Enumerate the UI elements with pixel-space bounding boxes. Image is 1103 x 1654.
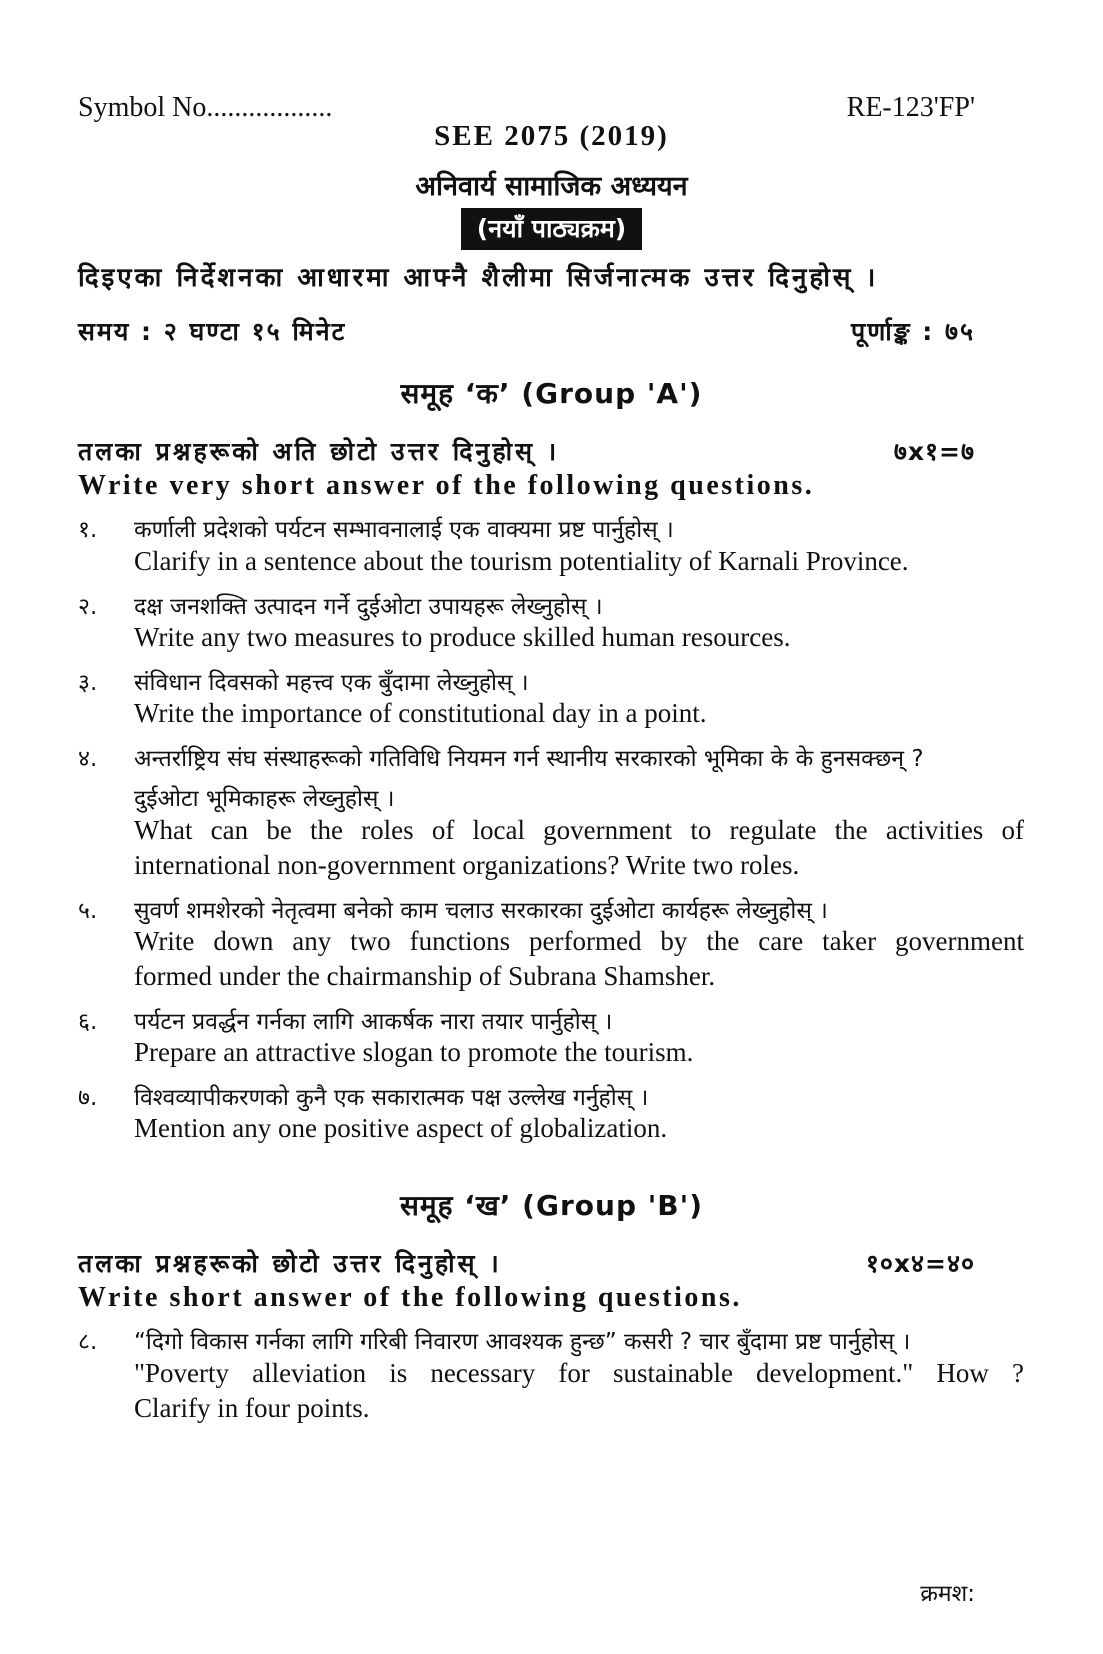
question-text-np: अन्तर्राष्ट्रिय संघ संस्थाहरूको गतिविधि नियमन गर्न स्थानीय सरकारको भूमिका के के हुनसक्छन् ? <box>134 746 924 772</box>
question-text-np: दक्ष जनशक्ति उत्पादन गर्ने दुईओटा उपायहरू लेख्नुहोस् । <box>134 594 603 620</box>
question-number: १. <box>78 517 98 543</box>
exam-title: SEE 2075 (2019) <box>434 120 669 152</box>
question-text-np: विश्वव्यापीकरणको कुनै एक सकारात्मक पक्ष उल्लेख गर्नुहोस् । <box>134 1085 649 1111</box>
question-text-en: Mention any one positive aspect of globalization. <box>134 1113 668 1143</box>
question-number: ५. <box>78 898 98 924</box>
full-marks: पूर्णाङ्क : ७५ <box>851 317 975 346</box>
question-number: ३. <box>78 670 98 696</box>
time-allowed: समय : २ घण्टा १५ मिनेट <box>78 317 347 346</box>
question-text-en: "Poverty alleviation is necessary for sustainable development." How ? <box>134 1358 1024 1388</box>
question-text-en-cont: Clarify in four points. <box>134 1393 370 1423</box>
question-text-np: “दिगो विकास गर्नका लागि गरिबी निवारण आवश्यक हुन्छ” कसरी ? चार बुँदामा प्रष्ट पार्नुहोस् । <box>134 1329 911 1355</box>
question-text-np: पर्यटन प्रवर्द्धन गर्नका लागि आकर्षक नारा तयार पार्नुहोस् । <box>134 1009 613 1035</box>
paper-code: RE-123'FP' <box>846 92 975 123</box>
subject-title: अनिवार्य सामाजिक अध्ययन <box>415 171 688 202</box>
question-text-en: Clarify in a sentence about the tourism potentiality of Karnali Province. <box>134 546 909 576</box>
question-text-en: Write the importance of constitutional day in a point. <box>134 698 707 728</box>
question-number: ८. <box>78 1329 98 1355</box>
question-number: ६. <box>78 1009 98 1035</box>
question-text-en-cont: international non-government organizations? Write two roles. <box>134 850 800 880</box>
question-text-en-cont: formed under the chairmanship of Subrana Shamsher. <box>134 961 716 991</box>
course-label: (नयाँ पाठ्यक्रम) <box>461 208 642 250</box>
question-text-en: What can be the roles of local government to regulate the activities of <box>134 815 1024 845</box>
group-b-marks: १०x४=४० <box>865 1249 975 1278</box>
group-a-instruction-en: Write very short answer of the following questions. <box>78 470 815 501</box>
symbol-number: Symbol No.................. <box>78 92 333 123</box>
question-number: ७. <box>78 1085 98 1111</box>
question-text-en: Write any two measures to produce skilled human resources. <box>134 622 791 652</box>
group-b-heading: समूह ‘ख’ (Group 'B') <box>399 1189 704 1222</box>
question-text-en: Write down any two functions performed by the care taker government <box>134 926 1024 956</box>
group-a-heading: समूह ‘क’ (Group 'A') <box>400 377 703 410</box>
question-text-np: संविधान दिवसको महत्त्व एक बुँदामा लेख्नुहोस् । <box>134 670 529 696</box>
question-number: ४. <box>78 746 98 772</box>
general-instruction: दिइएका निर्देशनका आधारमा आफ्नै शैलीमा सिर्जनात्मक उत्तर दिनुहोस् । <box>78 263 879 293</box>
question-number: २. <box>78 594 98 620</box>
question-text-np: कर्णाली प्रदेशको पर्यटन सम्भावनालाई एक वाक्यमा प्रष्ट पार्नुहोस् । <box>134 517 674 543</box>
group-a-instruction-np: तलका प्रश्नहरूको अति छोटो उत्तर दिनुहोस् । <box>78 437 560 466</box>
question-text-np: सुवर्ण शमशेरको नेतृत्वमा बनेको काम चलाउ सरकारका दुईओटा कार्यहरू लेख्नुहोस् । <box>134 898 828 924</box>
course-label-wrap <box>0 208 1103 250</box>
question-text-np-cont: दुईओटा भूमिकाहरू लेख्नुहोस् । <box>134 786 395 812</box>
continued-label: क्रमश: <box>920 1581 975 1607</box>
question-text-en: Prepare an attractive slogan to promote the tourism. <box>134 1037 694 1067</box>
group-a-marks: ७x१=७ <box>893 437 975 466</box>
group-b-instruction-np: तलका प्रश्नहरूको छोटो उत्तर दिनुहोस् । <box>78 1249 502 1278</box>
group-b-instruction-en: Write short answer of the following questions. <box>78 1282 742 1313</box>
